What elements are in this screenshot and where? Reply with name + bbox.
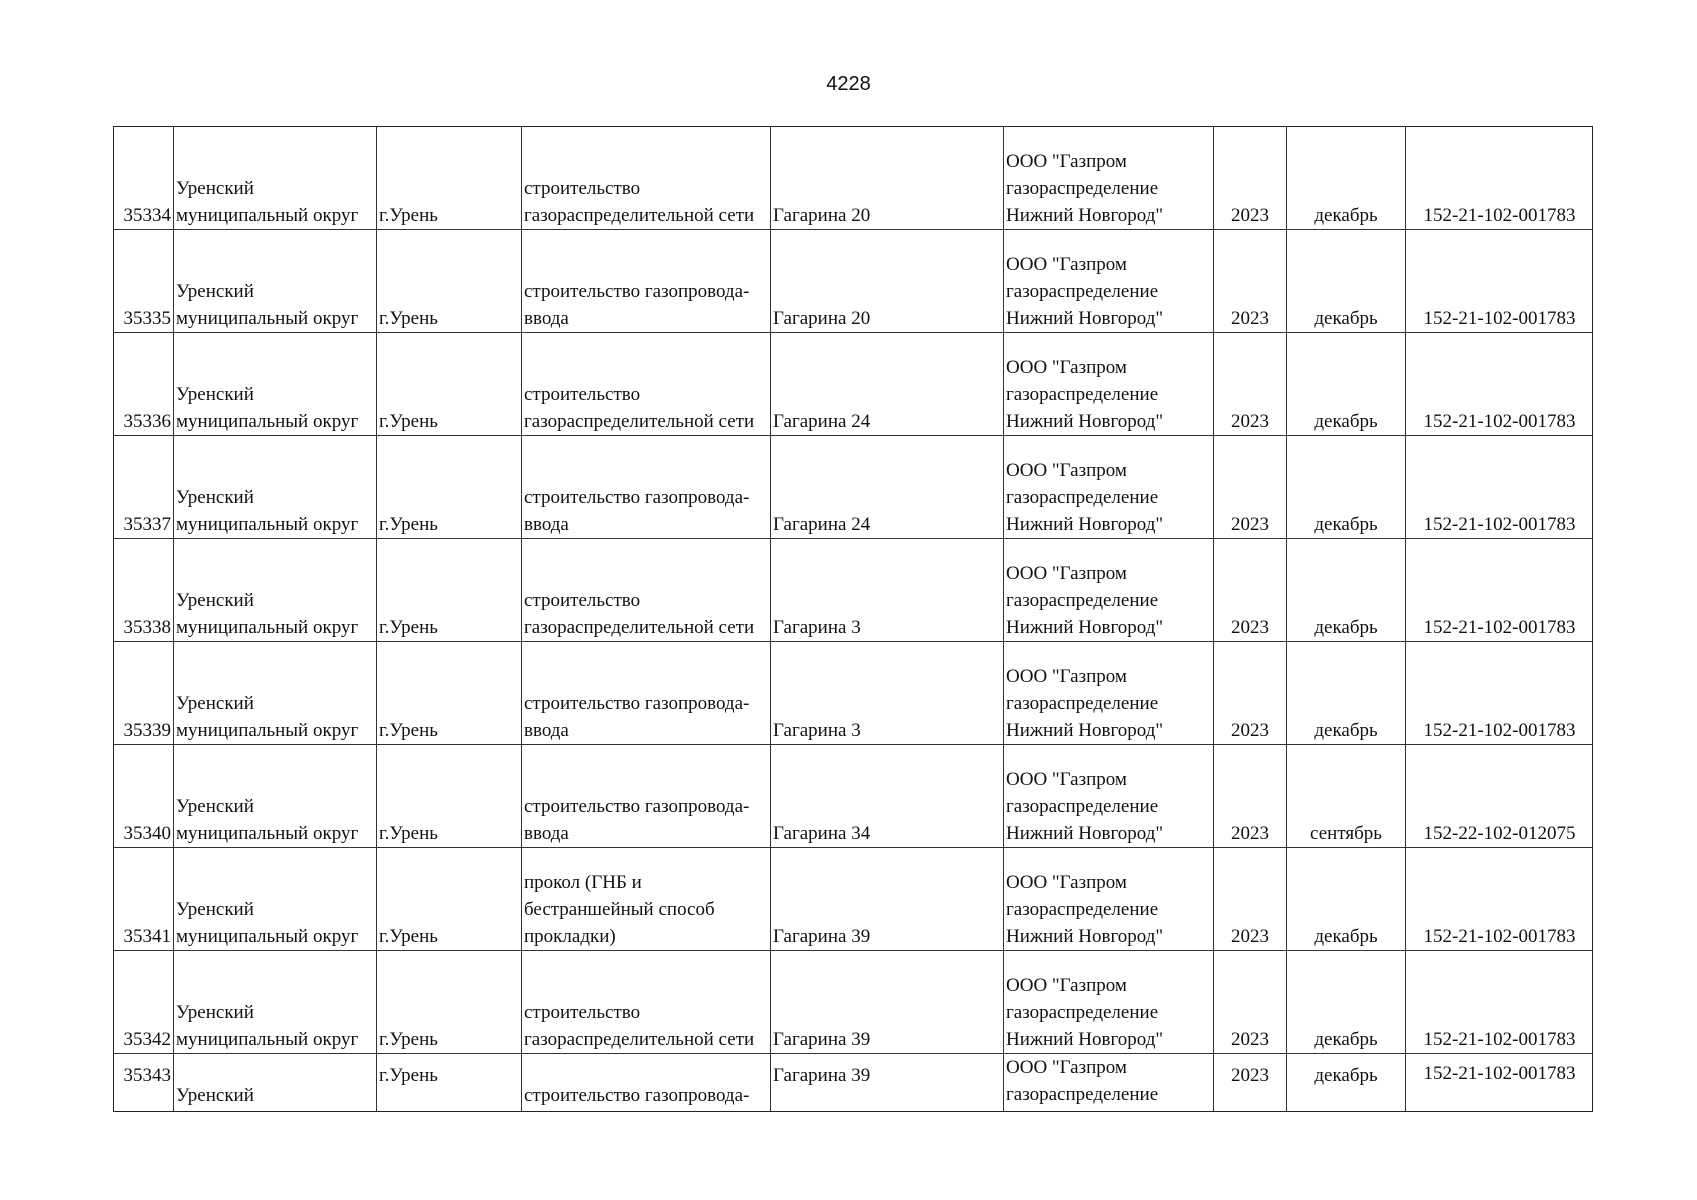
- cell-registry-code: 152-21-102-001783: [1406, 333, 1594, 436]
- cell-address: Гагарина 24: [771, 436, 1004, 539]
- cell-organization: ООО "Газпром газораспределение: [1004, 1054, 1214, 1112]
- cell-municipality: Уренский муниципальный округ: [174, 951, 377, 1054]
- cell-number: 35336: [114, 333, 174, 436]
- cell-municipality: Уренский муниципальный округ: [174, 333, 377, 436]
- cell-address: Гагарина 3: [771, 642, 1004, 745]
- cell-municipality: Уренский муниципальный округ: [174, 127, 377, 230]
- cell-registry-code: 152-21-102-001783: [1406, 642, 1594, 745]
- cell-city: г.Урень: [377, 642, 522, 745]
- cell-registry-code: 152-21-102-001783: [1406, 127, 1594, 230]
- table-row: [114, 333, 1594, 436]
- table-row: [114, 436, 1594, 539]
- cell-organization: ООО "Газпром газораспределение Нижний Новгород": [1004, 745, 1214, 848]
- cell-municipality: Уренский муниципальный округ: [174, 642, 377, 745]
- cell-work-type: прокол (ГНБ и бестраншейный способ прокладки): [522, 848, 771, 951]
- cell-address: Гагарина 20: [771, 230, 1004, 333]
- cell-city: г.Урень: [377, 951, 522, 1054]
- table-row-partial: [114, 1054, 1594, 1112]
- cell-work-type: строительство газораспределительной сети: [522, 539, 771, 642]
- cell-month: декабрь: [1287, 230, 1406, 333]
- cell-city: г.Урень: [377, 127, 522, 230]
- table-body: [114, 127, 1594, 1112]
- cell-year: 2023: [1214, 230, 1287, 333]
- table-row: [114, 127, 1594, 230]
- cell-month: декабрь: [1287, 848, 1406, 951]
- cell-registry-code: 152-21-102-001783: [1406, 539, 1594, 642]
- cell-address: Гагарина 39: [771, 848, 1004, 951]
- page-number: 4228: [826, 73, 871, 95]
- cell-city: г.Урень: [377, 745, 522, 848]
- cell-number: 35341: [114, 848, 174, 951]
- cell-organization: ООО "Газпром газораспределение Нижний Новгород": [1004, 333, 1214, 436]
- cell-month: декабрь: [1287, 539, 1406, 642]
- cell-year: 2023: [1214, 1054, 1287, 1112]
- cell-address: Гагарина 34: [771, 745, 1004, 848]
- cell-municipality: Уренский: [174, 1054, 377, 1112]
- cell-organization: ООО "Газпром газораспределение Нижний Новгород": [1004, 230, 1214, 333]
- cell-work-type: строительство газораспределительной сети: [522, 951, 771, 1054]
- cell-month: декабрь: [1287, 1054, 1406, 1112]
- cell-city: г.Урень: [377, 230, 522, 333]
- cell-number: 35339: [114, 642, 174, 745]
- cell-work-type: строительство газопровода-ввода: [522, 436, 771, 539]
- cell-work-type: строительство газораспределительной сети: [522, 333, 771, 436]
- cell-municipality: Уренский муниципальный округ: [174, 848, 377, 951]
- cell-work-type: строительство газопровода-ввода: [522, 745, 771, 848]
- registry-table: [113, 126, 1593, 1112]
- cell-year: 2023: [1214, 436, 1287, 539]
- cell-number: 35343: [114, 1054, 174, 1112]
- cell-registry-code: 152-21-102-001783: [1406, 436, 1594, 539]
- cell-year: 2023: [1214, 333, 1287, 436]
- cell-number: 35334: [114, 127, 174, 230]
- cell-organization: ООО "Газпром газораспределение Нижний Новгород": [1004, 539, 1214, 642]
- cell-address: Гагарина 20: [771, 127, 1004, 230]
- cell-organization: ООО "Газпром газораспределение Нижний Новгород": [1004, 848, 1214, 951]
- cell-number: 35335: [114, 230, 174, 333]
- cell-organization: ООО "Газпром газораспределение Нижний Новгород": [1004, 951, 1214, 1054]
- cell-year: 2023: [1214, 642, 1287, 745]
- cell-year: 2023: [1214, 848, 1287, 951]
- cell-month: декабрь: [1287, 436, 1406, 539]
- cell-registry-code: 152-22-102-012075: [1406, 745, 1594, 848]
- cell-address: Гагарина 3: [771, 539, 1004, 642]
- cell-city: г.Урень: [377, 539, 522, 642]
- table-row: [114, 951, 1594, 1054]
- cell-address: Гагарина 24: [771, 333, 1004, 436]
- table-row: [114, 642, 1594, 745]
- cell-work-type: строительство газопровода-ввода: [522, 642, 771, 745]
- cell-number: 35338: [114, 539, 174, 642]
- cell-municipality: Уренский муниципальный округ: [174, 230, 377, 333]
- cell-city: г.Урень: [377, 1054, 522, 1112]
- table-row: [114, 230, 1594, 333]
- cell-city: г.Урень: [377, 333, 522, 436]
- cell-registry-code: 152-21-102-001783: [1406, 951, 1594, 1054]
- cell-year: 2023: [1214, 539, 1287, 642]
- cell-month: декабрь: [1287, 642, 1406, 745]
- cell-year: 2023: [1214, 951, 1287, 1054]
- table-row: [114, 539, 1594, 642]
- cell-registry-code: 152-21-102-001783: [1406, 1054, 1594, 1112]
- cell-organization: ООО "Газпром газораспределение Нижний Новгород": [1004, 642, 1214, 745]
- cell-work-type: строительство газораспределительной сети: [522, 127, 771, 230]
- table-row: [114, 848, 1594, 951]
- cell-city: г.Урень: [377, 436, 522, 539]
- cell-year: 2023: [1214, 745, 1287, 848]
- cell-number: 35340: [114, 745, 174, 848]
- cell-month: сентябрь: [1287, 745, 1406, 848]
- cell-registry-code: 152-21-102-001783: [1406, 230, 1594, 333]
- cell-month: декабрь: [1287, 951, 1406, 1054]
- table-row: [114, 745, 1594, 848]
- cell-number: 35337: [114, 436, 174, 539]
- cell-address: Гагарина 39: [771, 1054, 1004, 1112]
- cell-number: 35342: [114, 951, 174, 1054]
- cell-work-type: строительство газопровода-ввода: [522, 230, 771, 333]
- cell-year: 2023: [1214, 127, 1287, 230]
- cell-month: декабрь: [1287, 127, 1406, 230]
- cell-organization: ООО "Газпром газораспределение Нижний Новгород": [1004, 436, 1214, 539]
- cell-municipality: Уренский муниципальный округ: [174, 745, 377, 848]
- cell-municipality: Уренский муниципальный округ: [174, 539, 377, 642]
- cell-month: декабрь: [1287, 333, 1406, 436]
- cell-registry-code: 152-21-102-001783: [1406, 848, 1594, 951]
- registry-table-frame: [113, 126, 1593, 1112]
- cell-city: г.Урень: [377, 848, 522, 951]
- cell-organization: ООО "Газпром газораспределение Нижний Новгород": [1004, 127, 1214, 230]
- cell-work-type: строительство газопровода-: [522, 1054, 771, 1112]
- cell-municipality: Уренский муниципальный округ: [174, 436, 377, 539]
- cell-address: Гагарина 39: [771, 951, 1004, 1054]
